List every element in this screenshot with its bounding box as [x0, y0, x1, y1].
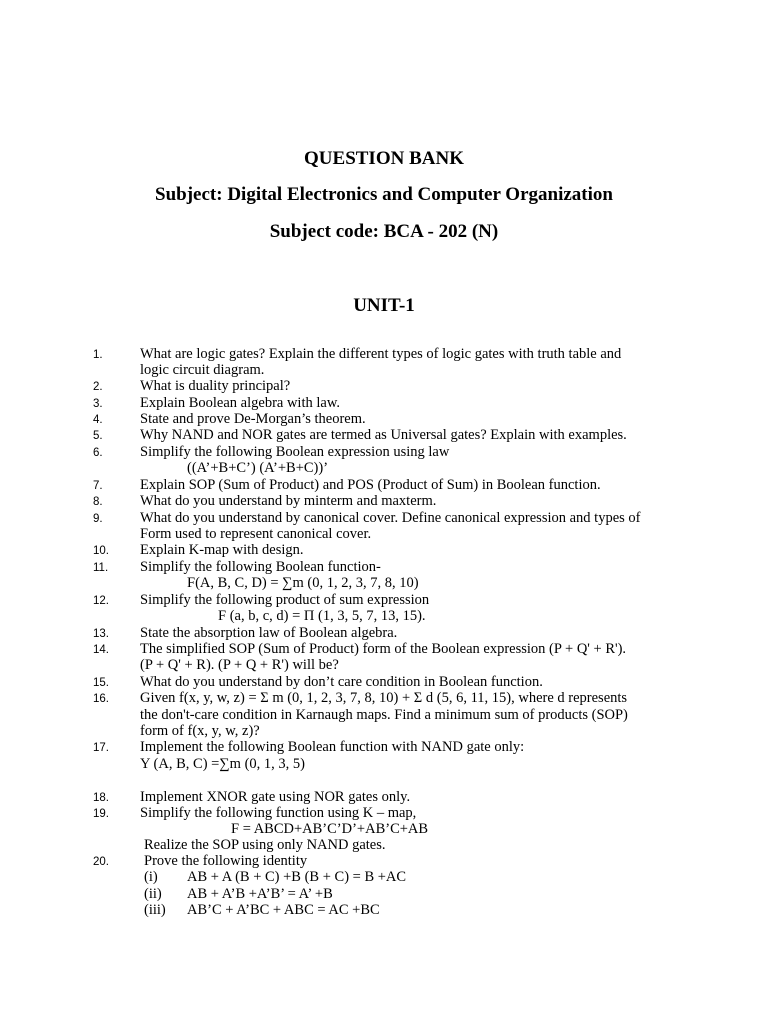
question-item [0, 542, 768, 560]
question-number: 1. [93, 349, 103, 361]
expression-text: F (a, b, c, d) = Π (1, 3, 5, 7, 13, 15). [218, 608, 426, 624]
question-text: Explain Boolean algebra with law. [140, 395, 340, 411]
question-number: 3. [93, 398, 103, 410]
identity-label: (iii) [144, 902, 166, 918]
identity-label: (ii) [144, 886, 162, 902]
question-text: Simplify the following Boolean function- [140, 559, 381, 575]
question-text: What is duality principal? [140, 378, 291, 394]
question-number: 20. [93, 856, 109, 868]
identity-expression: AB’C + A’BC + ABC = AC +BC [187, 902, 380, 918]
question-text: The simplified SOP (Sum of Product) form of the Boolean expression (P + Q' + R'). [140, 641, 627, 657]
question-text: Implement the following Boolean function with NAND gate only: [140, 739, 525, 755]
question-item [0, 510, 768, 528]
question-number: 4. [93, 414, 103, 426]
question-number: 14. [93, 644, 109, 656]
question-item [0, 378, 768, 396]
question-number: 2. [93, 381, 103, 393]
expression-text: ((A’+B+C’) (A’+B+C))’ [187, 460, 329, 476]
question-item [0, 444, 768, 462]
question-number: 11. [93, 562, 109, 574]
question-number: 13. [93, 628, 109, 640]
question-text: Explain K-map with design. [140, 542, 304, 558]
question-number: 6. [93, 447, 103, 459]
identity-label: (i) [144, 869, 158, 885]
question-item [0, 427, 768, 445]
question-number: 16. [93, 693, 109, 705]
subject-code-heading: Subject code: BCA - 202 (N) [269, 221, 499, 242]
expression-text: Y (A, B, C) =∑m (0, 1, 3, 5) [140, 756, 305, 772]
question-text: the don't-care condition in Karnaugh maps. Find a minimum sum of products (SOP) [140, 707, 628, 723]
question-item [0, 493, 768, 511]
subject-heading: Subject: Digital Electronics and Computer Organization [155, 184, 613, 205]
question-item [0, 690, 768, 708]
question-text: Simplify the following Boolean expression using law [140, 444, 450, 460]
identity-expression: AB + A (B + C) +B (B + C) = B +AC [187, 869, 407, 885]
question-text: Form used to represent canonical cover. [140, 526, 372, 542]
question-number: 19. [93, 808, 109, 820]
question-text: State the absorption law of Boolean algebra. [140, 625, 398, 641]
question-number: 17. [93, 742, 109, 754]
question-text: Simplify the following function using K – map, [140, 805, 417, 821]
expression-text: F(A, B, C, D) = ∑m (0, 1, 2, 3, 7, 8, 10) [187, 575, 419, 591]
question-text: Prove the following identity [144, 853, 308, 869]
question-text: Explain SOP (Sum of Product) and POS (Product of Sum) in Boolean function. [140, 477, 601, 493]
question-text: logic circuit diagram. [140, 362, 265, 378]
question-text: What do you understand by minterm and maxterm. [140, 493, 437, 509]
unit-heading: UNIT-1 [353, 295, 415, 316]
question-text: State and prove De-Morgan’s theorem. [140, 411, 366, 427]
expression-text: F = ABCD+AB’C’D’+AB’C+AB [231, 821, 429, 837]
question-text: Realize the SOP using only NAND gates. [144, 837, 386, 853]
question-text: What are logic gates? Explain the different types of logic gates with truth table and [140, 346, 622, 362]
question-text: Why NAND and NOR gates are termed as Universal gates? Explain with examples. [140, 427, 627, 443]
question-text: What do you understand by don’t care condition in Boolean function. [140, 674, 543, 690]
question-text: form of f(x, y, w, z)? [140, 723, 260, 739]
question-number: 18. [93, 792, 109, 804]
question-item [0, 346, 768, 364]
question-number: 5. [93, 430, 103, 442]
question-number: 15. [93, 677, 109, 689]
question-number: 8. [93, 496, 103, 508]
question-number: 7. [93, 480, 103, 492]
page-title: QUESTION BANK [304, 148, 464, 169]
question-number: 10. [93, 545, 109, 557]
question-text: Implement XNOR gate using NOR gates only. [140, 789, 411, 805]
question-number: 12. [93, 595, 109, 607]
question-item [0, 739, 768, 757]
question-text: Simplify the following product of sum expression [140, 592, 430, 608]
question-item [0, 641, 768, 659]
question-text: (P + Q' + R). (P + Q + R') will be? [140, 657, 339, 673]
question-text: What do you understand by canonical cover. Define canonical expression and types of [140, 510, 641, 526]
question-text: Given f(x, y, w, z) = Σ m (0, 1, 2, 3, 7, 8, 10) + Σ d (5, 6, 11, 15), where d represents [140, 690, 628, 706]
identity-expression: AB + A’B +A’B’ = A’ +B [187, 886, 333, 902]
question-number: 9. [93, 513, 103, 525]
